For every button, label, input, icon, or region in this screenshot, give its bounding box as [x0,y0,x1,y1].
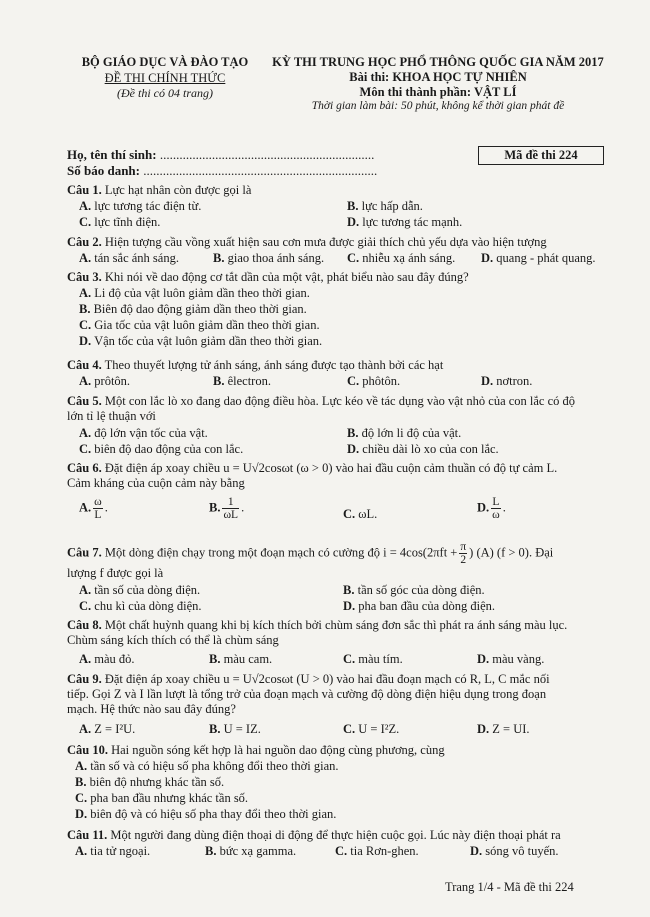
option-1b[interactable]: B. lực hấp dẫn. [347,199,423,213]
candidate-name-line[interactable]: Họ, tên thí sinh: .................................................................. [67,147,375,162]
option-11d[interactable]: D. sóng vô tuyến. [470,844,559,858]
option-10b[interactable]: B. biên độ nhưng khác tần số. [75,775,225,789]
option-5c[interactable]: C. biên độ dao động của con lắc. [79,442,244,456]
option-2d[interactable]: D. quang - phát quang. [481,251,596,265]
option-11c[interactable]: C. tia Rơn-ghen. [335,844,419,858]
option-8d[interactable]: D. màu vàng. [477,652,545,666]
question-7: Câu 7. Một dòng điện chạy trong một đoạn mạch có cường độ i = 4cos(2πft + $\frac{\pi}{2}$ ) (A) (f > 0). Đại lượng f được gọi là [67,541,554,580]
option-3d[interactable]: D. Vận tốc của vật luôn giảm dần theo thời gian. [79,334,323,348]
ministry-name: BỘ GIÁO DỤC VÀ ĐÀO TẠO [81,55,249,69]
option-8b[interactable]: B. màu cam. [209,652,273,666]
option-7c[interactable]: C. chu kì của dòng điện. [79,599,202,613]
option-6a[interactable]: A. $\frac{\omega}{L}$ . [79,496,108,521]
header-left [80,55,250,101]
option-6b[interactable]: B. $\frac{1}{\omega L}$ . [209,496,245,521]
page-count: (Đề thi có 04 trang) [117,86,213,100]
option-3c[interactable]: C. Gia tốc của vật luôn giảm dần theo thời gian. [79,318,320,332]
option-4c[interactable]: C. phôtôn. [347,374,401,388]
page-footer: Trang 1/4 - Mã đề thi 224 [445,880,574,894]
exam-code-box: Mã đề thi 224 [478,146,604,165]
option-2c[interactable]: C. nhiễu xạ ánh sáng. [347,251,456,265]
option-7a[interactable]: A. tần số của dòng điện. [79,583,201,597]
option-5d[interactable]: D. chiều dài lò xo của con lắc. [347,442,499,456]
question-2: Câu 2. Hiện tượng cầu vồng xuất hiện sau cơn mưa được giải thích chủ yếu dựa vào hiện tượng [67,235,547,249]
question-6: Câu 6. Đặt điện áp xoay chiều u = U√2cosωt (ω > 0) vào hai đầu cuộn cảm thuần có độ tự cảm L. Cảm kháng của cuộn cảm này bằng [67,461,558,490]
header-right [258,55,618,112]
candidate-id-line[interactable]: Số báo danh: ........................................................................ [67,163,378,178]
time-note: Thời gian làm bài: 50 phút, không kể thời gian phát đề [311,100,565,112]
option-2b[interactable]: B. giao thoa ánh sáng. [213,251,325,265]
subject-line: Môn thi thành phần: VẬT LÍ [359,85,517,99]
option-4b[interactable]: B. êlectron. [213,374,271,388]
option-8c[interactable]: C. màu tím. [343,652,403,666]
option-7d[interactable]: D. pha ban đầu của dòng điện. [343,599,496,613]
option-9a[interactable]: A. Z = I²U. [79,722,136,736]
exam-title: KỲ THI TRUNG HỌC PHỔ THÔNG QUỐC GIA NĂM 2017 [272,55,604,69]
option-6d[interactable]: D. $\frac{L}{\omega}$ . [477,496,506,521]
option-9d[interactable]: D. Z = UI. [477,722,530,736]
question-8: Câu 8. Một chất huỳnh quang khi bị kích thích bởi chùm sáng đơn sắc thì phát ra ánh sáng màu lục. Chùm sáng kích thích có thể là chùm sáng [67,618,568,647]
question-9: Câu 9. Đặt điện áp xoay chiều u = U√2cosωt (U > 0) vào hai đầu đoạn mạch có R, L, C mắc nối tiếp. Gọi Z và I lần lượt là tổng trở của đoạn mạch và cường độ dòng điện hiệu dụng trong đoạn mạch. Hệ thức nào sau đây đúng? [67,672,550,716]
option-10a[interactable]: A. tần số và có hiệu số pha không đổi theo thời gian. [75,759,339,773]
option-11b[interactable]: B. bức xạ gamma. [205,844,297,858]
question-3: Câu 3. Khi nói về dao động cơ tắt dần của một vật, phát biểu nào sau đây đúng? [67,270,469,284]
question-10: Câu 10. Hai nguồn sóng kết hợp là hai nguồn dao động cùng phương, cùng [67,743,445,757]
option-3a[interactable]: A. Li độ của vật luôn giảm dần theo thời gian. [79,286,310,300]
test-line: Bài thi: KHOA HỌC TỰ NHIÊN [349,70,527,84]
question-5: Câu 5. Một con lắc lò xo đang dao động điều hòa. Lực kéo về tác dụng vào vật nhỏ của con lắc có độ lớn tỉ lệ thuận với [67,394,576,423]
option-1c[interactable]: C. lực tĩnh điện. [79,215,161,229]
option-4d[interactable]: D. nơtron. [481,374,533,388]
option-8a[interactable]: A. màu đỏ. [79,652,135,666]
question-4: Câu 4. Theo thuyết lượng tử ánh sáng, ánh sáng được tạo thành bởi các hạt [67,358,444,372]
option-5b[interactable]: B. độ lớn li độ của vật. [347,426,462,440]
option-9c[interactable]: C. U = I²Z. [343,722,400,736]
option-4a[interactable]: A. prôtôn. [79,374,131,388]
option-10c[interactable]: C. pha ban đầu nhưng khác tần số. [75,791,249,805]
option-1d[interactable]: D. lực tương tác mạnh. [347,215,463,229]
question-11: Câu 11. Một người đang dùng điện thoại di động để thực hiện cuộc gọi. Lúc này điện thoại phát ra [67,828,561,842]
option-3b[interactable]: B. Biên độ dao động giảm dần theo thời gian. [79,302,307,316]
option-11a[interactable]: A. tia tử ngoại. [75,844,151,858]
option-9b[interactable]: B. U = IZ. [209,722,261,736]
option-2a[interactable]: A. tán sắc ánh sáng. [79,251,179,265]
option-5a[interactable]: A. độ lớn vận tốc của vật. [79,426,208,440]
official-label: ĐỀ THI CHÍNH THỨC [104,71,226,85]
option-1a[interactable]: A. lực tương tác điện từ. [79,199,202,213]
question-1: Câu 1. Lực hạt nhân còn được gọi là [67,183,252,197]
option-6c[interactable]: C. ωL. [343,507,378,521]
option-7b[interactable]: B. tần số góc của dòng điện. [343,583,485,597]
option-10d[interactable]: D. biên độ và có hiệu số pha thay đổi theo thời gian. [75,807,337,821]
